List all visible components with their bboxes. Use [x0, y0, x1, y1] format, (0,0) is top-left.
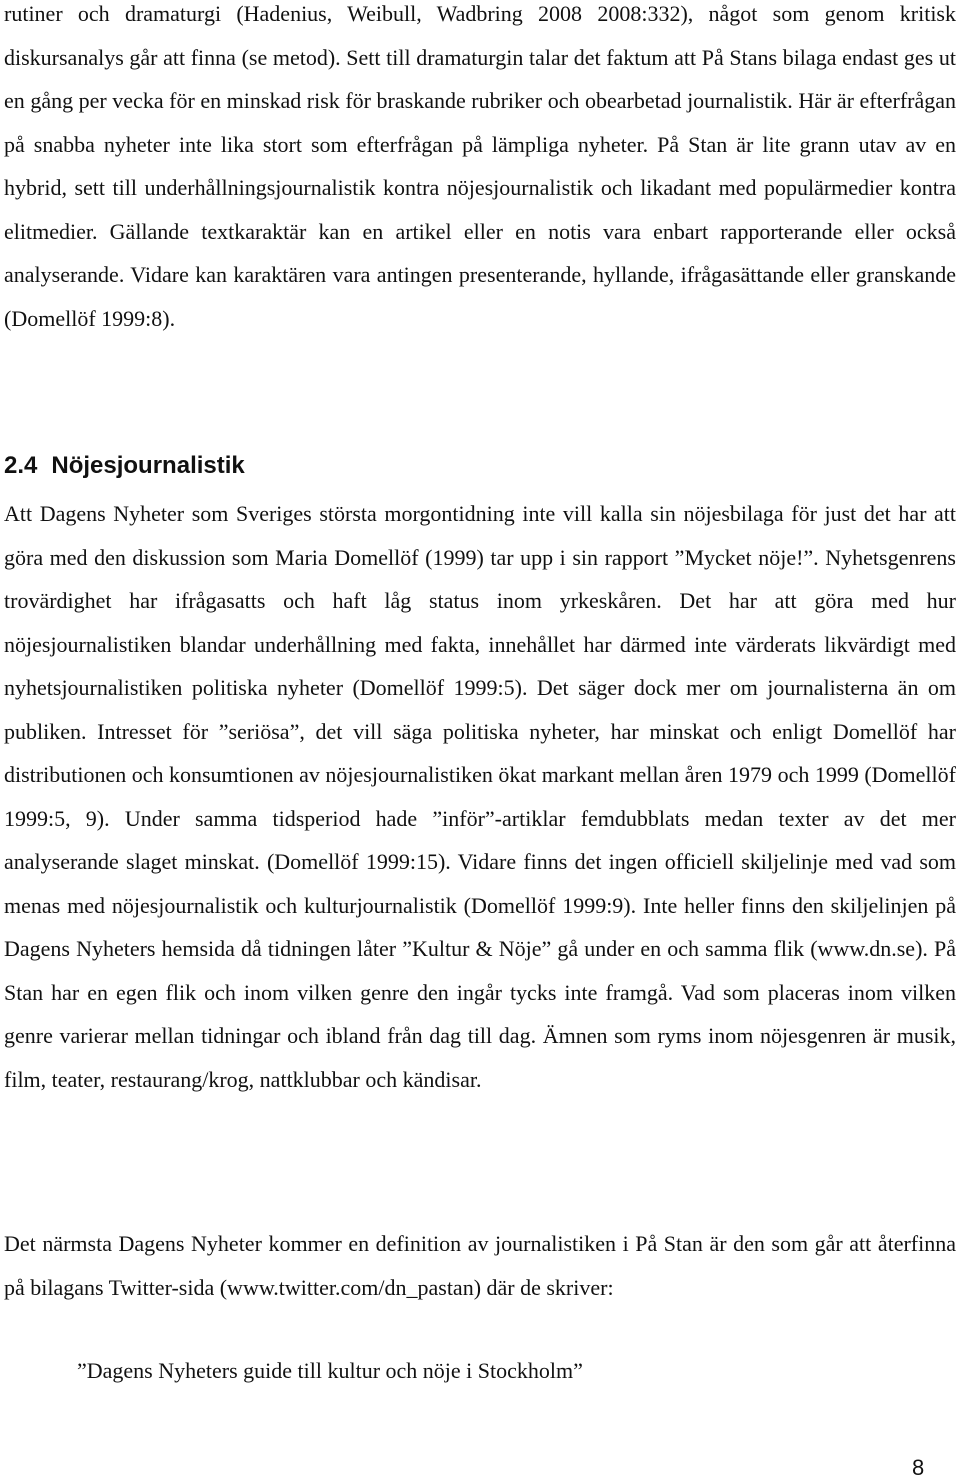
- block-quote: ”Dagens Nyheters guide till kultur och nöje i Stockholm”: [77, 1358, 583, 1383]
- page-number: 8: [912, 1455, 925, 1480]
- body-paragraph: rutiner och dramaturgi (Hadenius, Weibull, Wadbring 2008 2008:332), något som genom kritisk diskursanalys går att finna (se metod). Sett till dramaturgin talar det faktum att På Stans bilaga endast ges ut en gång per vecka för en minskad risk för braskande rubriker och obearbetad journalistik. Här är efterfrågan på snabba nyheter inte lika stort som efterfrågan på lämpliga nyheter. På Stan är lite grann utav av en hybrid, sett till underhållningsjournalistik kontra nöjesjournalistik och likadant med populärmedier kontra elitmedier. Gällande textkaraktär kan en artikel eller en notis vara enbart rapporterande eller också analyserande. Vidare kan karaktären vara antingen presenterande, hyllande, ifrågasättande eller granskande (Domellöf 1999:8).: [4, 1, 956, 331]
- body-paragraph: Det närmsta Dagens Nyheter kommer en definition av journalistiken i På Stan är den som går att återfinna på bilagans Twitter-sida (www.twitter.com/dn_pastan) där de skriver:: [4, 1231, 956, 1300]
- body-paragraph: Att Dagens Nyheter som Sveriges största morgontidning inte vill kalla sin nöjesbilaga för just det har att göra med den diskussion som Maria Domellöf (1999) tar upp i sin rapport ”Mycket nöje!”. Nyhetsgenrens trovärdighet har ifrågasatts och haft låg status inom yrkeskåren. Det har att göra med hur nöjesjournalistiken blandar underhållning med fakta, innehållet har därmed inte värderats likvärdigt med nyhetsjournalistiken politiska nyheter (Domellöf 1999:5). Det säger dock mer om journalisterna än om publiken. Intresset för ”seriösa”, det vill säga politiska nyheter, har minskat och enligt Domellöf har distributionen och konsumtionen av nöjesjournalistiken ökat markant mellan åren 1979 och 1999 (Domellöf 1999:5, 9). Under samma tidsperiod hade ”inför”-artiklar femdubblats medan texter av det mer analyserande slaget minskat. (Domellöf 1999:15). Vidare finns det ingen officiell skiljelinje med vad som menas med nöjesjournalistik och kulturjournalistik (Domellöf 1999:9). Inte heller finns den skiljelinjen på Dagens Nyheters hemsida då tidningen låter ”Kultur & Nöje” gå under en och samma flik (www.dn.se). På Stan har en egen flik och inom vilken genre den ingår tycks inte framgå. Vad som placeras inom vilken genre varierar mellan tidningar och ibland från dag till dag. Ämnen som ryms inom nöjesgenren är musik, film, teater, restaurang/krog, nattklubbar och kändisar.: [4, 501, 956, 1092]
- section-heading: [4, 446, 245, 486]
- section-number: 2.4: [4, 452, 38, 479]
- section-title: Nöjesjournalistik: [51, 452, 245, 479]
